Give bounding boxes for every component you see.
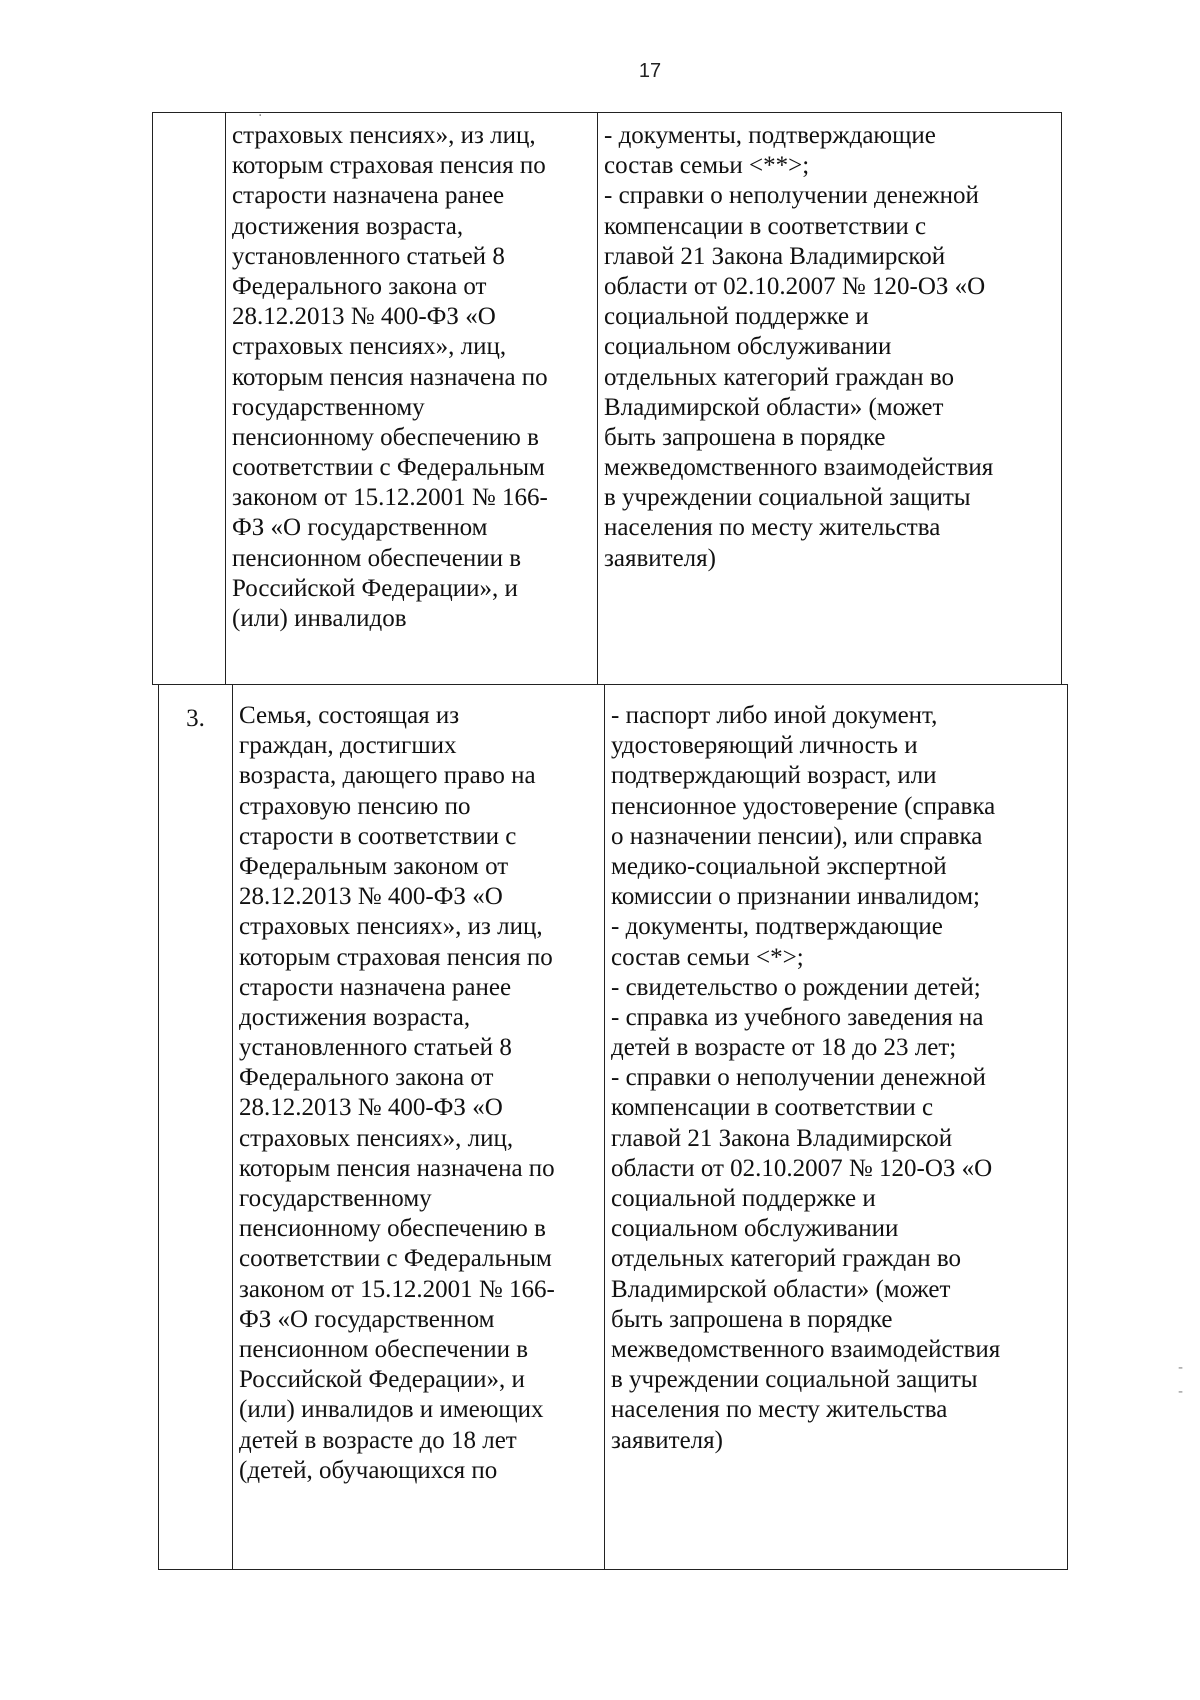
text-line: состав семьи <*>; — [611, 943, 804, 971]
scan-speck: - — [1178, 1360, 1184, 1376]
text-line: подтверждающий возраст, или — [611, 762, 937, 790]
text-line: законом от 15.12.2001 № 166- — [239, 1275, 555, 1303]
text-line: компенсации в соответствии с — [611, 1094, 934, 1122]
text-line: страховых пенсиях», из лиц, — [232, 122, 536, 149]
text-line: установленного статьей 8 — [232, 242, 505, 270]
text-line: межведомственного взаимодействия — [604, 454, 994, 482]
text-line: в учреждении социальной защиты — [611, 1366, 978, 1394]
text-line: установленного статьей 8 — [239, 1034, 512, 1062]
text-line: Федеральным законом от — [239, 852, 509, 880]
text-line: государственному — [239, 1185, 432, 1212]
text-line: социальном обслуживании — [604, 333, 892, 361]
category-text — [232, 121, 593, 634]
documents-cell — [604, 685, 1066, 1569]
text-line: детей в возрасте до 18 лет — [239, 1426, 517, 1454]
text-line: комиссии о признании инвалидом; — [611, 883, 980, 911]
text-line: 28.12.2013 № 400-ФЗ «О — [239, 883, 503, 911]
category-text — [239, 701, 600, 1486]
text-line: удостоверяющий личность и — [611, 732, 918, 760]
text-line: граждан, достигших — [239, 732, 457, 760]
text-line: - документы, подтверждающие — [611, 913, 943, 941]
row-number-cell — [159, 685, 232, 1569]
text-line: возраста, дающего право на — [239, 762, 536, 790]
text-line: Российской Федерации», и — [232, 574, 518, 602]
table-row — [152, 112, 1062, 685]
text-line: отдельных категорий граждан во — [611, 1245, 961, 1273]
text-line: межведомственного взаимодействия — [611, 1335, 1001, 1363]
text-line: компенсации в соответствии с — [604, 212, 927, 240]
text-line: - паспорт либо иной документ, — [611, 702, 938, 729]
text-line: - справки о неполучении денежной — [611, 1064, 986, 1092]
text-line: состав семьи <**>; — [604, 152, 810, 180]
text-line: достижения возраста, — [232, 212, 464, 240]
text-line: социальном обслуживании — [611, 1215, 899, 1243]
category-cell — [225, 113, 597, 684]
text-line: соответствии с Федеральным — [239, 1245, 552, 1273]
text-line: - справка из учебного заведения на — [611, 1003, 984, 1031]
text-line: пенсионном обеспечении в — [239, 1335, 529, 1363]
text-line: государственному — [232, 393, 425, 421]
text-line: Семья, состоящая из — [239, 702, 460, 729]
text-line: которым страховая пенсия по — [239, 943, 553, 971]
text-line: - документы, подтверждающие — [604, 122, 936, 149]
text-line: соответствии с Федеральным — [232, 454, 545, 482]
text-line: страховую пенсию по — [239, 792, 471, 820]
text-line: (детей, обучающихся по — [239, 1456, 498, 1484]
text-line: страховых пенсиях», из лиц, — [239, 913, 543, 941]
text-line: старости в соответствии с — [239, 822, 517, 850]
text-line: ФЗ «О государственном — [239, 1305, 495, 1333]
scan-speck: · — [258, 108, 263, 124]
text-line: о назначении пенсии), или справка — [611, 822, 983, 850]
text-line: социальной поддержке и — [604, 303, 869, 331]
text-line: 28.12.2013 № 400-ФЗ «О — [239, 1094, 503, 1122]
text-line: пенсионному обеспечению в — [232, 423, 539, 451]
text-line: главой 21 Закона Владимирской — [604, 242, 946, 270]
text-line: заявителя) — [611, 1426, 723, 1454]
text-line: заявителя) — [604, 544, 716, 572]
text-line: населения по месту жительства — [611, 1396, 948, 1424]
text-line: законом от 15.12.2001 № 166- — [232, 484, 548, 512]
row-number-cell — [153, 113, 225, 684]
text-line: населения по месту жительства — [604, 514, 941, 542]
text-line: детей в возрасте от 18 до 23 лет; — [611, 1034, 957, 1062]
text-line: которым пенсия назначена по — [232, 363, 548, 391]
text-line: Федерального закона от — [239, 1064, 494, 1092]
text-line: Российской Федерации», и — [239, 1366, 525, 1394]
text-line: области от 02.10.2007 № 120-ОЗ «О — [611, 1154, 993, 1182]
row-number: 3. — [186, 705, 205, 732]
text-line: пенсионное удостоверение (справка — [611, 792, 996, 820]
scan-speck: - — [1178, 1384, 1184, 1400]
text-line: пенсионному обеспечению в — [239, 1215, 546, 1243]
text-line: социальной поддержке и — [611, 1185, 876, 1212]
text-line: быть запрошена в порядке — [611, 1305, 893, 1333]
documents-text — [611, 701, 1062, 1456]
table-row — [158, 684, 1068, 1570]
text-line: в учреждении социальной защиты — [604, 484, 971, 512]
text-line: - справки о неполучении денежной — [604, 182, 979, 210]
text-line: ФЗ «О государственном — [232, 514, 488, 542]
text-line: Федерального закона от — [232, 272, 487, 300]
text-line: Владимирской области» (может — [611, 1275, 951, 1303]
text-line: (или) инвалидов и имеющих — [239, 1396, 544, 1424]
text-line: отдельных категорий граждан во — [604, 363, 954, 391]
text-line: старости назначена ранее — [232, 182, 505, 210]
text-line: медико-социальной экспертной — [611, 852, 947, 880]
text-line: (или) инвалидов — [232, 605, 407, 632]
text-line: главой 21 Закона Владимирской — [611, 1124, 953, 1152]
documents-cell — [597, 113, 1060, 684]
text-line: быть запрошена в порядке — [604, 423, 886, 451]
text-line: страховых пенсиях», лиц, — [239, 1124, 514, 1152]
documents-text — [604, 121, 1056, 574]
text-line: пенсионном обеспечении в — [232, 544, 522, 572]
page-number: 17 — [638, 60, 662, 82]
text-line: старости назначена ранее — [239, 973, 512, 1001]
category-cell — [232, 685, 604, 1569]
text-line: страховых пенсиях», лиц, — [232, 333, 507, 361]
text-line: 28.12.2013 № 400-ФЗ «О — [232, 303, 496, 331]
text-line: области от 02.10.2007 № 120-ОЗ «О — [604, 272, 986, 300]
text-line: которым страховая пенсия по — [232, 152, 546, 180]
text-line: достижения возраста, — [239, 1003, 471, 1031]
text-line: Владимирской области» (может — [604, 393, 944, 421]
text-line: которым пенсия назначена по — [239, 1154, 555, 1182]
text-line: - свидетельство о рождении детей; — [611, 973, 981, 1001]
